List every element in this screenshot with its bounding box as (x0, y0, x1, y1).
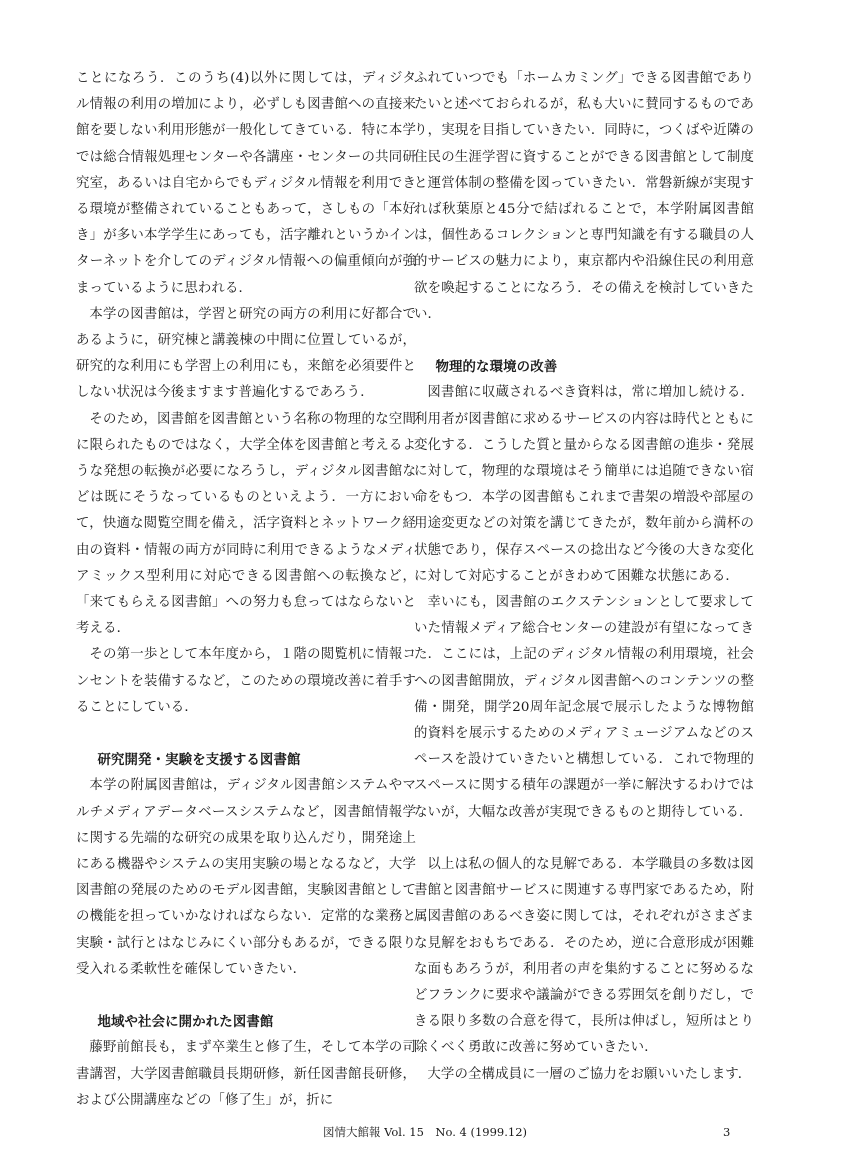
section-heading: 物理的な環境の改善 (435, 359, 558, 376)
page-number: 3 (723, 1125, 731, 1139)
section-heading: 研究開発・実験を支援する図書館 (97, 752, 301, 769)
paragraph: 藤野前館長も，まず卒業生と修了生，そして本学の司書講習，大学図書館職員長期研修，新任図書館長研修，および公開講座などの「修了生」が，折に (76, 1040, 416, 1108)
paragraph: そのため，図書館を図書館という名称の物理的な空間に限られたものではなく，大学全体を図書館と考えるような発想の転換が必要になろうし，ディジタル図書館などは既にそうなっているものといえよう．一方において，快適な閲覧空間を備え，活字資料とネットワーク経由の資料・情報の両方が同時に利用できるようなメディアミックス型利用に対応できる図書館への転換など，「来てもらえる図書館」への努力も怠ってはならないと考える． (76, 411, 416, 637)
paragraph: 以上は私の個人的な見解である．本学職員の多数は図書館と図書館サービスに関連する専門家であるため，附属図書館のあるべき姿に関しては，それぞれがさまざまな見解をおもちである．そのため，逆に合意形成が困難な面もあろうが，利用者の声を集約することに努めるなどフランクに要求や議論ができる雰囲気を創りだし，できる限り多数の合意を得て，長所は伸ばし，短所はとり除くべく勇敢に改善に努めていきたい． (414, 857, 754, 1056)
paragraph: 本学の図書館は，学習と研究の両方の利用に好都合であるように，研究棟と講義棟の中間に位置しているが，研究的な利用にも学習上の利用にも，来館を必須要件としない状況は今後ますます普遍化するであろう． (76, 306, 416, 401)
section-heading: 地域や社会に開かれた図書館 (97, 1014, 274, 1031)
left-column (76, 66, 416, 1114)
paragraph: その第一歩として本年度から，１階の閲覧机に情報コンセントを装備するなど，このための環境改善に着手することにしている． (76, 647, 416, 715)
journal-citation: 図情大館報 Vol. 15 No. 4 (1999.12) (322, 1125, 528, 1139)
right-column (414, 66, 754, 1088)
paragraph: 大学の全構成員に一層のご協力をお願いいたします． (427, 1066, 752, 1082)
paragraph: 本学の附属図書館は，ディジタル図書館システムやマルチメディアデータベースシステムなど，図書館情報学に関する先端的な研究の成果を取り込んだり，開発途上にある機器やシステムの実用実験の場となるなど，大学図書館の発展のためのモデル図書館，実験図書館としての機能を担っていかなければならない．定常的な業務と実験・試行とはなじみにくい部分もあるが，できる限り受入れる柔軟性を確保していきたい． (76, 778, 416, 977)
paragraph: ふれていつでも「ホームカミング」できる図書館でありたいと述べておられるが，私も大いに賛同するものであり，実現を目指していきたい．同時に，つくばや近隣の住民の生涯学習に資することができる図書館として制度と運営体制の整備を図っていきたい．常磐新線が実現すれば秋葉原と45分で結ばれることで，本学附属図書館は，個性あるコレクションと専門知識を有する職員の人的サービスの魅力により，東京都内や沿線住民の利用意欲を喚起することになろう．その備えを検討していきたい． (414, 71, 754, 322)
paragraph: 幸いにも，図書館のエクステンションとして要求していた情報メディア総合センターの建設が有望になってきた．ここには，上記のディジタル情報の利用環境，社会への図書館開放，ディジタル図書館へのコンテンツの整備・開発，開学20周年記念展で展示したような博物館的資料を展示するためのメディアミュージアムなどのスペースを設けていきたいと構想している．これで物理的スペースに関する積年の課題が一挙に解決するわけではないが，大幅な改善が実現できるものと期待している． (414, 595, 754, 820)
paragraph: ことになろう．このうち(4)以外に関しては，ディジタル情報の利用の増加により，必ずしも図書館への直接来館を要しない利用形態が一般化してきている．特に本学では総合情報処理センターや各講座・センターの共同研究室，あるいは自宅からでもディジタル情報を利用できる環境が整備されていることもあって，さしもの「本好き」が多い本学学生にあっても，活字離れというかインターネットを介してのディジタル情報への偏重傾向が強まっているように思われる． (76, 71, 416, 296)
paragraph: 図書館に収蔵されるべき資料は，常に増加し続ける．利用者が図書館に求めるサービスの内容は時代とともに変化する．こうした質と量からなる図書館の進歩・発展に対して，物理的な環境はそう簡単には追随できない宿命をもつ．本学の図書館もこれまで書架の増設や部屋の用途変更などの対策を講じてきたが，数年前から満杯の状態であり，保存スペースの捻出など今後の大きな変化に対して対応することがきわめて困難な状態にある． (414, 385, 754, 584)
